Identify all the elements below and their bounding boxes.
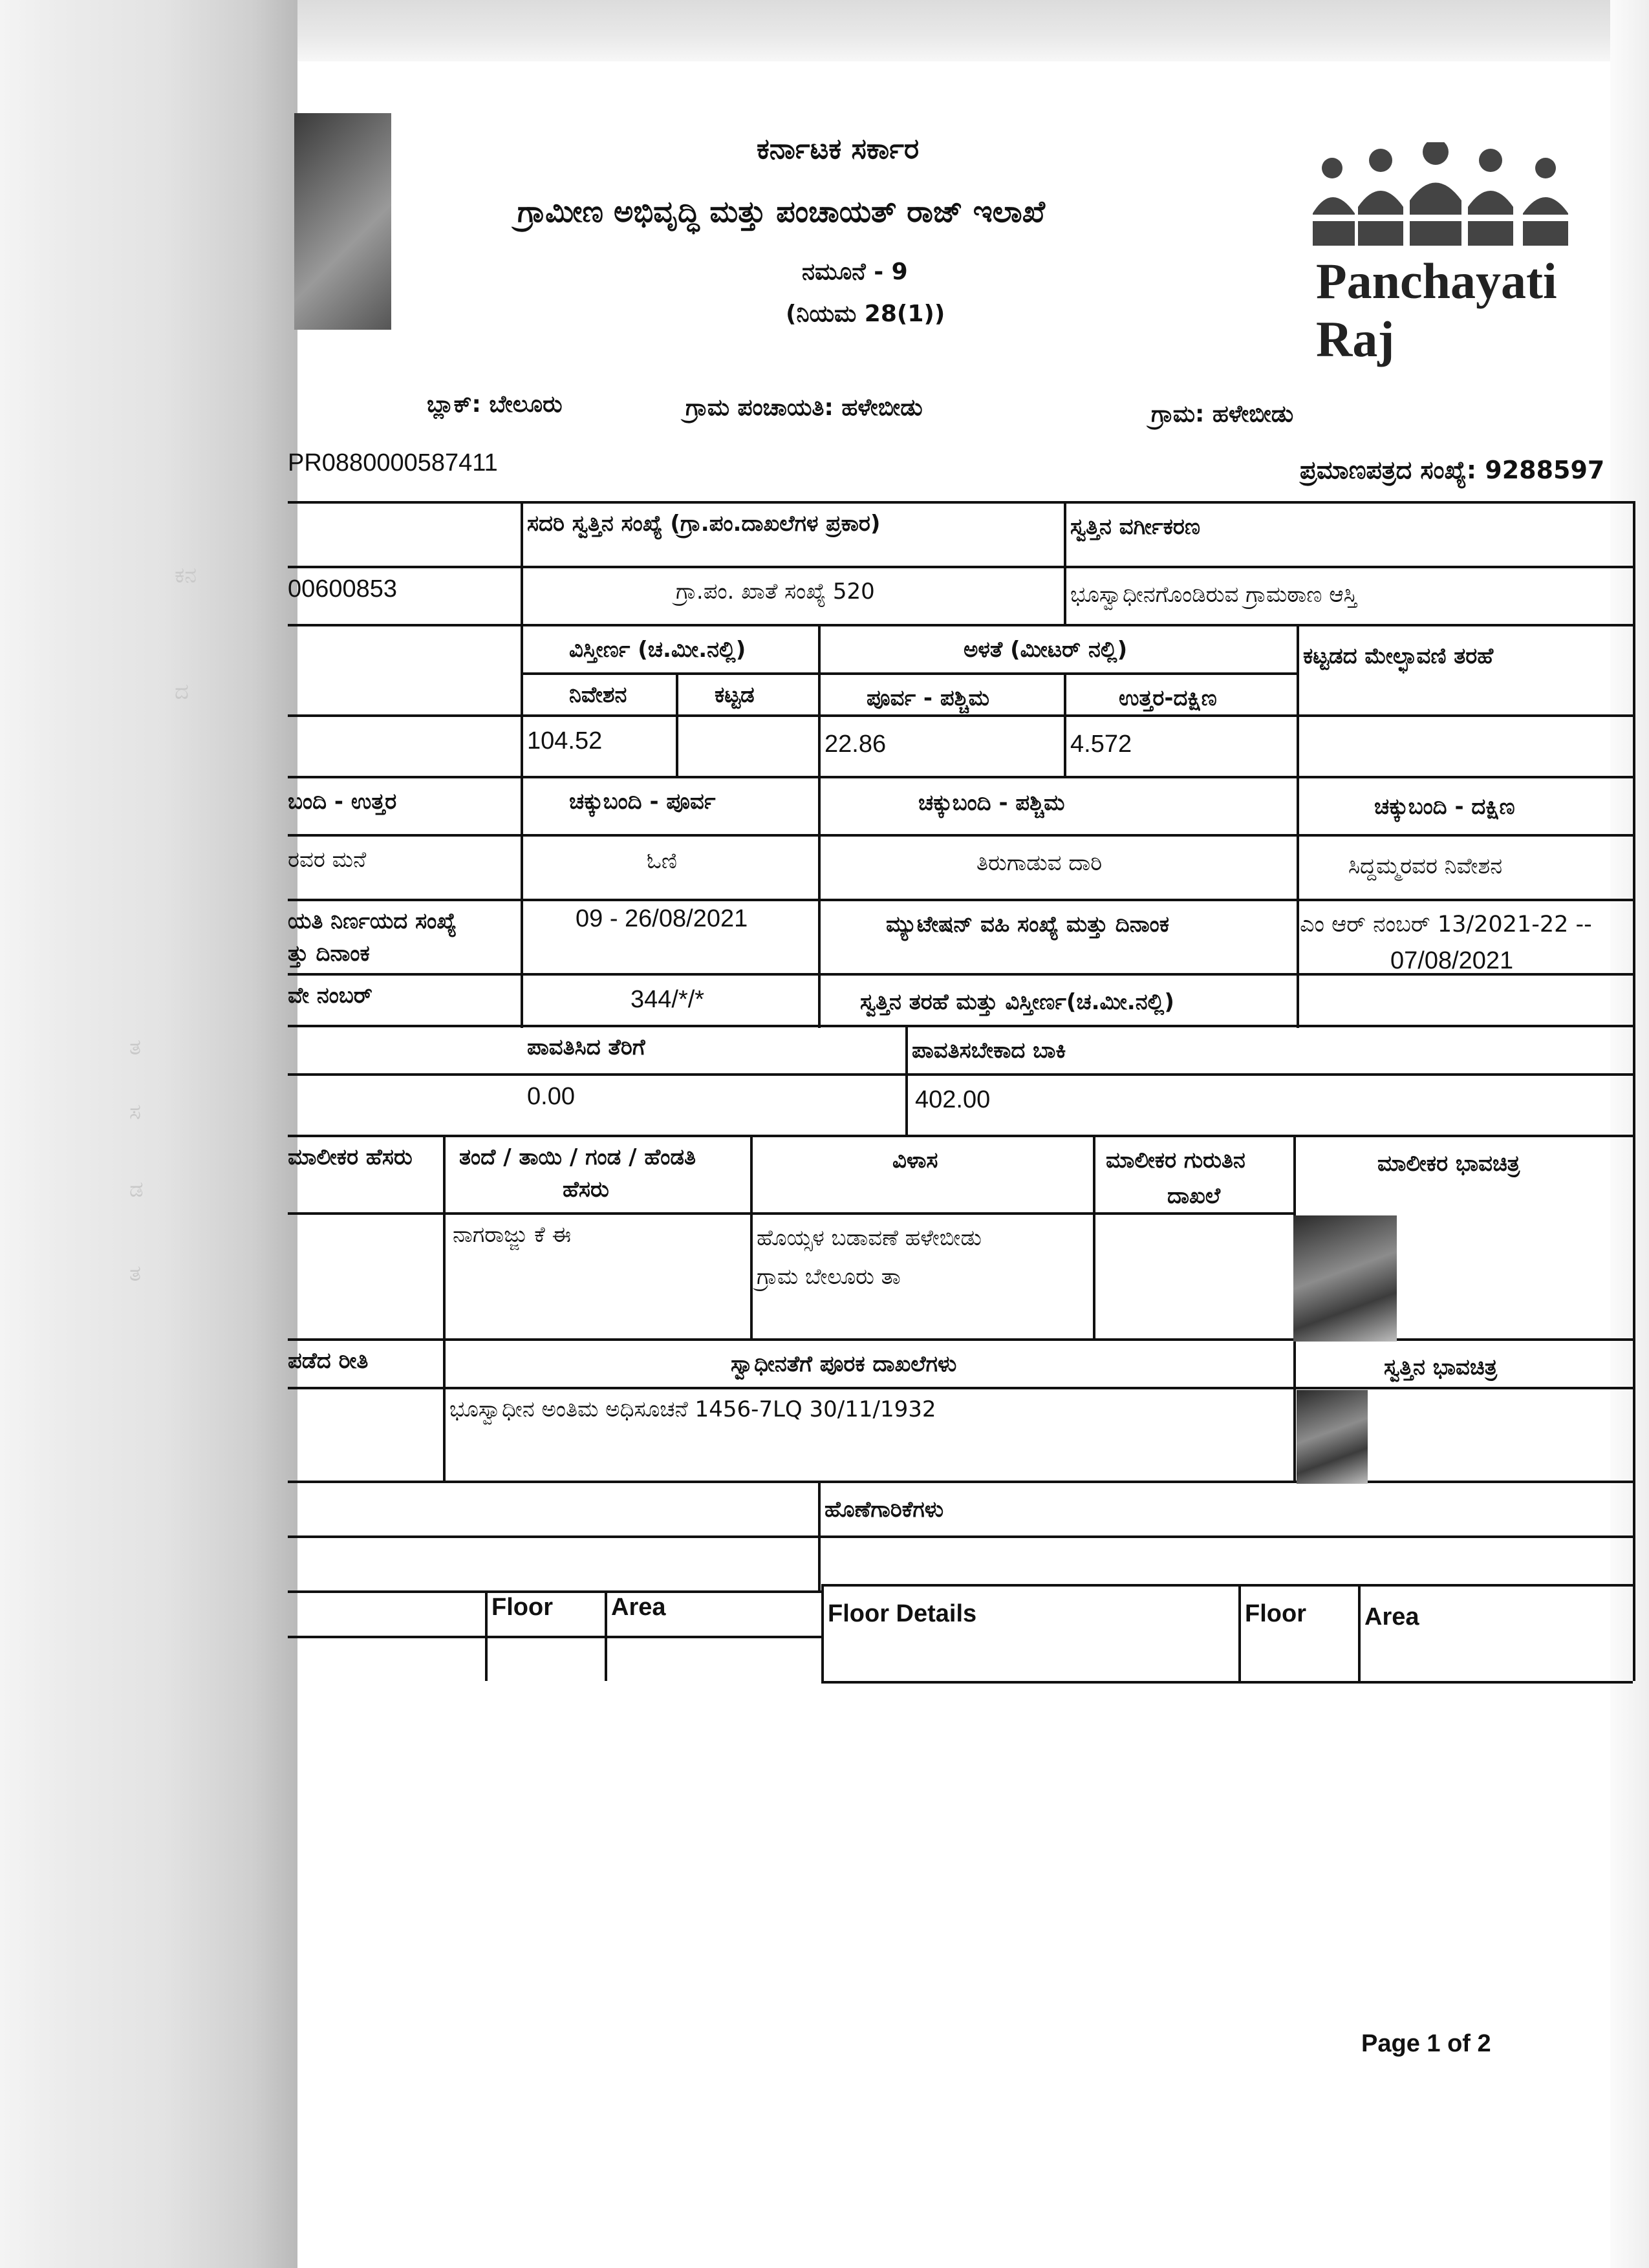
north-boundary: ರವರ ಮನೆ — [288, 847, 367, 873]
panchayati-raj-logo — [1310, 142, 1581, 367]
encumbrance-header: ಹೊಣೆಗಾರಿಕೆಗಳು — [824, 1497, 944, 1523]
mutation-date: 07/08/2021 — [1390, 947, 1514, 974]
certificate-number: ಪ್ರಮಾಣಪತ್ರದ ಸಂಖ್ಯೆ: 9288597 — [1300, 456, 1605, 484]
north-boundary-header: ಬಂದಿ - ಉತ್ತರ — [288, 789, 397, 815]
measurement-header: ಅಳತೆ (ಮೀಟರ್ ನಲ್ಲಿ) — [964, 637, 1128, 663]
supporting-document: ಭೂಸ್ವಾಧೀನ ಅಂತಿಮ ಅಧಿಸೂಚನೆ 1456-7LQ 30/11/1932 — [449, 1396, 936, 1422]
property-photo-header: ಸ್ವತ್ತಿನ ಭಾವಚಿತ್ರ — [1384, 1354, 1498, 1380]
mutation-number: ಎಂ ಆರ್ ನಂಬರ್ 13/2021-22 -- — [1300, 912, 1592, 937]
resolution-label-date: ತ್ತು ದಿನಾಂಕ — [288, 941, 370, 967]
owner-photo-header: ಮಾಲೀಕರ ಭಾವಚಿತ್ರ — [1377, 1151, 1520, 1177]
resolution-label: ಯತಿ ನಿರ್ಣಯದ ಸಂಖ್ಯೆ — [288, 908, 457, 934]
site-area-value: 104.52 — [527, 727, 603, 754]
floor-header-right: Floor — [1245, 1600, 1306, 1627]
survey-number-label: ವೇ ನಂಬರ್ — [288, 983, 372, 1009]
village-label: ಗ್ರಾಮ: ಹಳೇಬೀಡು — [1151, 401, 1294, 427]
property-type-header: ಸ್ವತ್ತಿನ ತರಹೆ ಮತ್ತು ವಿಸ್ತೀರ್ಣ(ಚ.ಮೀ.ನಲ್ಲಿ) — [860, 989, 1174, 1015]
gram-panchayat-label: ಗ್ರಾಮ ಪಂಚಾಯತಿ: ಹಳೇಬೀಡು — [685, 394, 923, 421]
mutation-header: ಮ್ಯುಟೇಷನ್ ವಹಿ ಸಂಖ್ಯೆ ಮತ್ತು ದಿನಾಂಕ — [886, 912, 1170, 937]
property-classification: ಭೂಸ್ವಾಧೀನಗೊಂಡಿರುವ ಗ್ರಾಮಠಾಣ ಆಸ್ತಿ — [1070, 582, 1357, 608]
form-number: ನಮೂನೆ - 9 — [802, 259, 908, 285]
property-number-value: 00600853 — [288, 575, 398, 603]
owner-id-header: ಮಾಲೀಕರ ಗುರುತಿನ — [1106, 1148, 1245, 1173]
government-title: ಕರ್ನಾಟಕ ಸರ್ಕಾರ — [757, 133, 920, 166]
owner-name-header: ಮಾಲೀಕರ ಹೆಸರು — [288, 1144, 413, 1170]
property-photo — [1297, 1390, 1368, 1484]
tax-due-value: 402.00 — [915, 1086, 991, 1113]
south-boundary-header: ಚಕ್ಕುಬಂದಿ - ದಕ್ಷಿಣ — [1374, 794, 1515, 820]
property-classification-header: ಸ್ವತ್ತಿನ ವರ್ಗೀಕರಣ — [1070, 514, 1201, 540]
owner-address-line1: ಹೊಯ್ಸಳ ಬಡಾವಣೆ ಹಳೇಬೀಡು — [757, 1225, 982, 1251]
resolution-value: 09 - 26/08/2021 — [576, 905, 748, 932]
building-header: ಕಟ್ಟಡ — [715, 682, 755, 708]
roof-type-header: ಕಟ್ಟಡದ ಮೇಲ್ಛಾವಣಿ ತರಹೆ — [1303, 643, 1494, 669]
area-header-right: Area — [1364, 1603, 1419, 1631]
karnataka-emblem-icon — [294, 113, 391, 330]
north-south-value: 4.572 — [1070, 731, 1132, 758]
south-boundary: ಸಿದ್ದಮ್ಮರವರ ನಿವೇಶನ — [1348, 853, 1503, 879]
page-indicator: Page 1 of 2 — [1361, 2030, 1491, 2057]
people-group-icon — [1310, 142, 1581, 252]
scan-shadow-left: ಕನ ದ ತ ಸ ಡ ತ — [0, 0, 297, 2268]
address-header: ವಿಳಾಸ — [892, 1148, 938, 1173]
east-boundary-header: ಚಕ್ಕುಬಂದಿ - ಪೂರ್ವ — [569, 789, 716, 815]
west-boundary: ತಿರುಗಾಡುವ ದಾರಿ — [976, 850, 1103, 876]
east-west-header: ಪೂರ್ವ - ಪಶ್ಚಿಮ — [867, 685, 989, 711]
scan-shadow-right — [1610, 0, 1649, 2268]
tax-paid-header: ಪಾವತಿಸಿದ ತೆರಿಗೆ — [527, 1034, 645, 1060]
floor-details-header: Floor Details — [828, 1600, 977, 1627]
area-header: ವಿಸ್ತೀರ್ಣ (ಚ.ಮೀ.ನಲ್ಲಿ) — [569, 637, 746, 663]
parent-name-header: ತಂದೆ / ತಾಯಿ / ಗಂಡ / ಹೆಂಡತಿ — [459, 1144, 696, 1170]
tax-due-header: ಪಾವತಿಸಬೇಕಾದ ಬಾಕಿ — [912, 1038, 1066, 1064]
area-header-left: Area — [611, 1594, 666, 1621]
supporting-docs-header: ಸ್ವಾಧೀನತೆಗೆ ಪೂರಕ ದಾಖಲೆಗಳು — [731, 1351, 957, 1377]
parent-name-header-2: ಹೆಸರು — [563, 1177, 609, 1203]
block-label: ಬ್ಲಾಕ್: ಬೇಲೂರು — [427, 391, 563, 418]
survey-number: 344/*/* — [630, 986, 705, 1013]
north-south-header: ಉತ್ತರ-ದಕ್ಷಿಣ — [1119, 685, 1217, 711]
east-boundary: ಓಣಿ — [647, 848, 677, 874]
owner-photo — [1293, 1215, 1397, 1342]
east-west-value: 22.86 — [824, 731, 887, 758]
rule-number: (ನಿಯಮ 28(1)) — [786, 301, 945, 327]
property-number-header: ಸದರಿ ಸ್ವತ್ತಿನ ಸಂಖ್ಯೆ (ಗ್ರಾ.ಪಂ.ದಾಖಲೆಗಳ ಪ್ರಕಾರ) — [527, 511, 881, 537]
parent-name: ನಾಗರಾಜ್ಜು ಕೆ ಈ — [453, 1222, 572, 1248]
khata-number: ಗ್ರಾ.ಪಂ. ಖಾತೆ ಸಂಖ್ಯೆ 520 — [676, 579, 875, 604]
owner-id-header-2: ದಾಖಲೆ — [1167, 1183, 1221, 1209]
site-header: ನಿವೇಶನ — [569, 682, 627, 708]
owner-address-line2: ಗ್ರಾಮ ಬೇಲೂರು ತಾ — [757, 1264, 901, 1290]
tax-paid-value: 0.00 — [527, 1083, 575, 1110]
department-title: ಗ್ರಾಮೀಣ ಅಭಿವೃದ್ಧಿ ಮತ್ತು ಪಂಚಾಯತ್ ರಾಜ್ ಇಲಾಖೆ — [517, 194, 1045, 229]
floor-header-left: Floor — [491, 1594, 553, 1621]
panchayati-raj-brand: Panchayati Raj — [1316, 253, 1557, 367]
acquisition-mode-header: ಪಡೆದ ರೀತಿ — [288, 1348, 369, 1374]
west-boundary-header: ಚಕ್ಕುಬಂದಿ - ಪಶ್ಚಿಮ — [918, 790, 1065, 816]
property-id: PR0880000587411 — [288, 449, 498, 476]
